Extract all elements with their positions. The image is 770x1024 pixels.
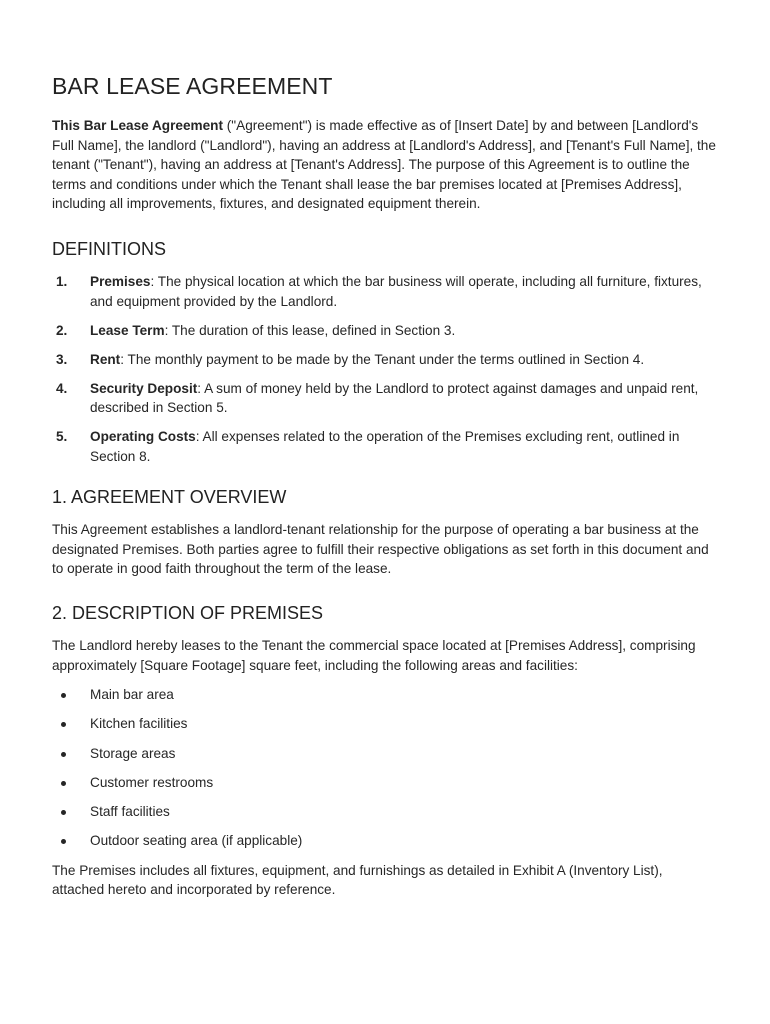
definition-text: : The monthly payment to be made by the Tenant under the terms outlined in Section 4. (120, 351, 645, 367)
definition-number: 1. (56, 273, 68, 289)
definition-number: 2. (56, 322, 68, 338)
list-item (52, 831, 718, 851)
intro-lead: This Bar Lease Agreement (52, 118, 223, 133)
definitions-list (52, 272, 718, 466)
list-item-text: Main bar area (90, 687, 174, 703)
list-item-text: Outdoor seating area (if applicable) (90, 833, 303, 849)
list-item (52, 802, 718, 822)
section-2-closing-paragraph: The Premises includes all fixtures, equipment, and furnishings as detailed in Exhibit A (Inventory List), attached hereto and incorporated by reference. (52, 862, 663, 898)
list-item-text: Staff facilities (90, 804, 170, 819)
list-item-text: Kitchen facilities (90, 716, 188, 732)
bullet-icon (61, 810, 66, 815)
definition-item (52, 350, 718, 370)
intro-text: ("Agreement") is made effective as of [Insert Date] by and between [Landlord's Full Name], the landlord ("Landlord"), having an address at [Landlord's Address], and [Tenant's Full Name], the tenant ("Tenant"), having an address at [Tenant's Address]. The purpose of this Agreement is to outline the terms and conditions under which the Tenant shall lease the bar premises located at [Premises Address], including all improvements, fixtures, and designated equipment therein. (52, 118, 716, 212)
section-1-paragraph: This Agreement establishes a landlord-tenant relationship for the purpose of operating a bar business at the designated Premises. Both parties agree to fulfill their respective obligations as set forth in this document and to operate in good faith throughout the term of the lease. (52, 522, 709, 577)
definition-text: : All expenses related to the operation of the Premises excluding rent, outlined in Section 8. (90, 429, 680, 464)
list-item (52, 685, 718, 705)
bullet-icon (61, 722, 66, 727)
definition-item (52, 427, 718, 466)
definition-term: Rent (90, 351, 121, 367)
definition-item (52, 379, 718, 418)
definition-term: Lease Term (90, 322, 165, 338)
intro-paragraph (52, 116, 718, 214)
definition-term: Operating Costs (90, 429, 196, 445)
list-item (52, 773, 718, 793)
definition-item (52, 272, 718, 311)
section-2-heading: 2. DESCRIPTION OF PREMISES (52, 603, 324, 624)
definition-number: 4. (56, 380, 68, 396)
list-item (52, 744, 718, 764)
premises-areas-list (52, 685, 718, 851)
bullet-icon (61, 693, 66, 698)
document-title: BAR LEASE AGREEMENT (52, 73, 333, 99)
definition-text: : The physical location at which the bar business will operate, including all furniture, fixtures, and equipment provided by the Landlord. (90, 273, 702, 309)
bullet-icon (61, 781, 66, 786)
list-item (52, 714, 718, 734)
definitions-heading: DEFINITIONS (52, 238, 167, 259)
bullet-icon (61, 839, 66, 844)
definition-item (52, 321, 718, 341)
list-item-text: Customer restrooms (90, 774, 214, 790)
definition-text: : The duration of this lease, defined in Section 3. (164, 322, 456, 338)
definition-term: Security Deposit (90, 380, 198, 396)
bullet-icon (61, 752, 66, 757)
definition-number: 3. (56, 351, 68, 367)
definition-term: Premises (90, 273, 151, 289)
list-item-text: Storage areas (90, 745, 176, 761)
definition-text: : A sum of money held by the Landlord to protect against damages and unpaid rent, described in Section 5. (90, 380, 699, 416)
definition-number: 5. (56, 429, 68, 445)
section-1-heading: 1. AGREEMENT OVERVIEW (52, 487, 287, 508)
section-2-paragraph: The Landlord hereby leases to the Tenant the commercial space located at [Premises Address], comprising approximately [Square Footage] square feet, including the following areas and facilities: (52, 638, 696, 673)
